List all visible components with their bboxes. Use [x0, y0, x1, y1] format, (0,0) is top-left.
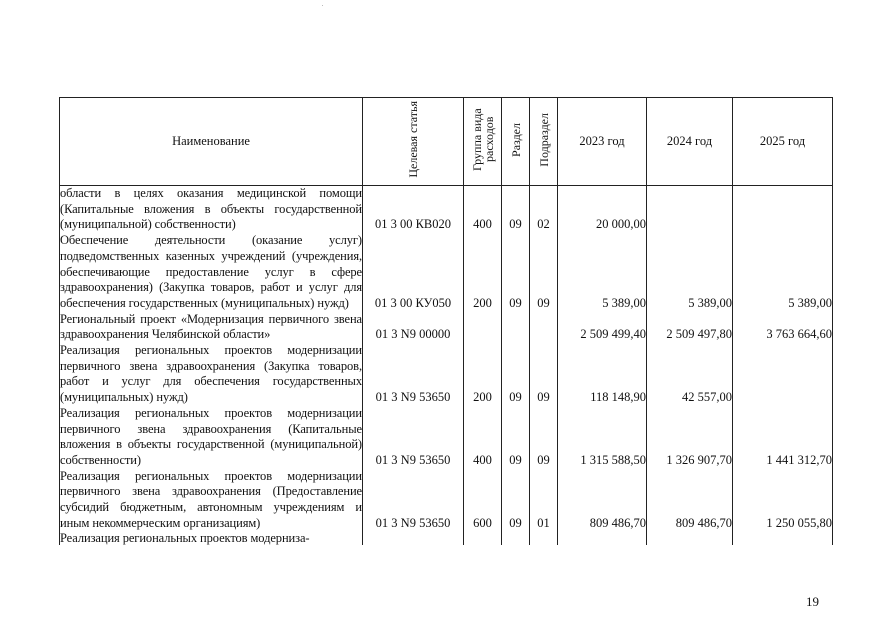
table-row [60, 343, 833, 406]
table-row [60, 312, 833, 343]
row-2025: 5 389,00 [733, 233, 833, 312]
row-code: 01 3 N9 53650 [363, 406, 464, 469]
row-code: 01 3 00 КУ050 [363, 233, 464, 312]
row-code: 01 3 N9 00000 [363, 312, 464, 343]
row-name: Реализация региональных проектов модернизации первичного звена здравоохранения (Закупка товаров, работ и услуг для обеспечения государственных (муниципальных) нужд) [60, 343, 362, 405]
row-2024: 42 557,00 [647, 343, 733, 406]
row-2024 [647, 531, 733, 545]
header-2023: 2023 год [558, 98, 647, 186]
budget-table [59, 97, 833, 545]
row-2023: 1 315 588,50 [558, 406, 647, 469]
row-code: 01 3 N9 53650 [363, 469, 464, 532]
row-section: 09 [502, 186, 530, 234]
table-row [60, 469, 833, 532]
row-group: 400 [464, 406, 502, 469]
header-2025: 2025 год [733, 98, 833, 186]
page-number: 19 [806, 594, 819, 609]
header-section: Раздел [502, 98, 530, 186]
row-2023 [558, 531, 647, 545]
row-code: 01 3 N9 53650 [363, 343, 464, 406]
header-name: Наименование [60, 98, 363, 186]
row-2024: 5 389,00 [647, 233, 733, 312]
row-group: 600 [464, 469, 502, 532]
row-section: 09 [502, 233, 530, 312]
header-target-article: Целевая статья [363, 98, 464, 186]
row-2023: 118 148,90 [558, 343, 647, 406]
row-group: 400 [464, 186, 502, 234]
table-header-row [60, 98, 833, 186]
row-2025 [733, 343, 833, 406]
row-section: 09 [502, 469, 530, 532]
row-name [60, 531, 363, 545]
row-subsection: 01 [530, 469, 558, 532]
row-2023: 809 486,70 [558, 469, 647, 532]
row-2024 [647, 186, 733, 234]
row-2024: 809 486,70 [647, 469, 733, 532]
row-2025 [733, 186, 833, 234]
row-2023: 2 509 499,40 [558, 312, 647, 343]
row-code [363, 531, 464, 545]
table-row [60, 233, 833, 312]
row-section [502, 531, 530, 545]
row-subsection: 02 [530, 186, 558, 234]
header-expense-group: Группа вида расходов [464, 98, 502, 186]
row-2023: 20 000,00 [558, 186, 647, 234]
row-group: 200 [464, 233, 502, 312]
row-group: 200 [464, 343, 502, 406]
table-row-continued [60, 531, 833, 545]
scan-speck [322, 5, 323, 6]
row-section [502, 312, 530, 343]
row-name: Реализация региональных проектов модернизации первичного звена здравоохранения (Капитальные вложения в объекты государственной (муниципальной) собственности) [60, 405, 362, 467]
table-row [60, 186, 833, 234]
row-group [464, 531, 502, 545]
table-row [60, 406, 833, 469]
row-subsection [530, 531, 558, 545]
row-2024: 1 326 907,70 [647, 406, 733, 469]
row-name-text: Реализация региональных проектов модерниза- [60, 531, 310, 546]
row-2025: 1 250 055,80 [733, 469, 833, 532]
row-group [464, 312, 502, 343]
row-code: 01 3 00 КВ020 [363, 186, 464, 234]
header-subsection: Подраздел [530, 98, 558, 186]
row-2025 [733, 531, 833, 545]
row-subsection: 09 [530, 343, 558, 406]
header-2024: 2024 год [647, 98, 733, 186]
row-subsection: 09 [530, 406, 558, 469]
row-name: Региональный проект «Модернизация первичного звена здравоохранения Челябинской области» [60, 311, 362, 342]
row-name: Реализация региональных проектов модернизации первичного звена здравоохранения (Предоставление субсидий бюджетным, автономным учреждениям и иным некоммерческим организациям) [60, 468, 362, 530]
row-section: 09 [502, 406, 530, 469]
row-2024: 2 509 497,80 [647, 312, 733, 343]
row-section: 09 [502, 343, 530, 406]
row-name: области в целях оказания медицинской помощи (Капитальные вложения в объекты государственной (муниципальной) собственности) [60, 186, 362, 232]
row-subsection [530, 312, 558, 343]
row-2025: 1 441 312,70 [733, 406, 833, 469]
row-subsection: 09 [530, 233, 558, 312]
row-2025: 3 763 664,60 [733, 312, 833, 343]
row-name: Обеспечение деятельности (оказание услуг) подведомственных казенных учреждений (учреждения, обеспечивающие предоставление услуг в сфере здравоохранения) (Закупка товаров, работ и услуг для обеспечения государственных (муниципальных) нужд) [60, 233, 362, 310]
row-2023: 5 389,00 [558, 233, 647, 312]
